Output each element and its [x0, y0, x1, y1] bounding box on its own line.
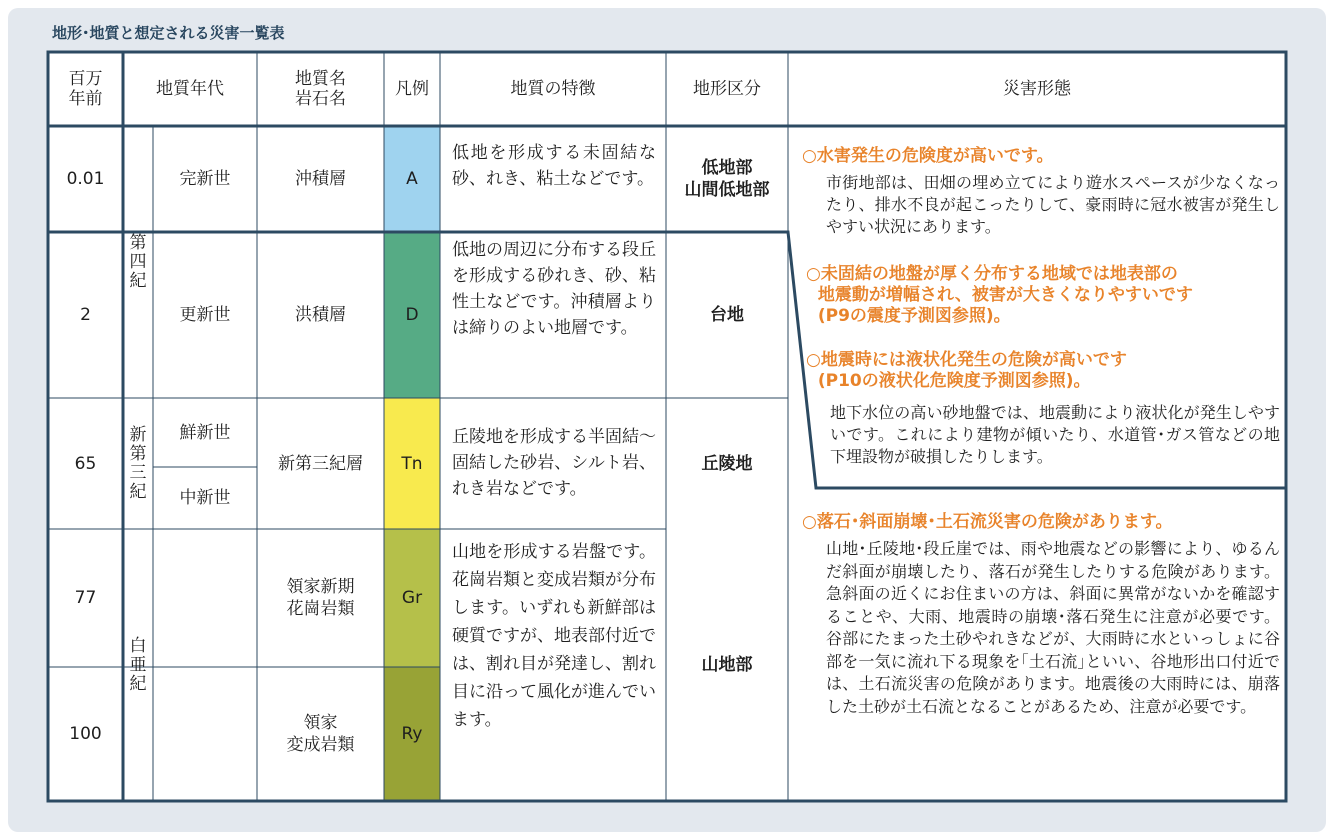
- header-landform: 地形区分: [693, 79, 761, 99]
- landform: 丘陵地: [701, 453, 753, 474]
- ma-value: 65: [74, 453, 97, 474]
- period-label: 第 四 紀: [129, 232, 147, 291]
- epoch: 鮮新世: [179, 422, 231, 443]
- header-rock: 地質名 岩石名: [295, 69, 346, 109]
- header-era: 地質年代: [156, 79, 224, 99]
- legend-code: D: [405, 305, 419, 325]
- disaster-body: 市街地部は、田畑の埋め立てにより遊水スペースが少なくなったり、排水不良が起こったりして、豪雨時に冠水被害が発生しやすい状況にあります。: [826, 173, 1280, 236]
- disaster-body: 地下水位の高い砂地盤では、地震動により液状化が発生しやすいです。これにより建物が傾いたり、水道管･ガス管などの地下埋設物が破損したりします。: [830, 403, 1280, 466]
- rock-name: 洪積層: [295, 305, 346, 325]
- legend-code: Tn: [401, 453, 423, 474]
- period-quaternary: [123, 126, 153, 398]
- disaster-heading: ○水害発生の危険度が高いです。: [802, 146, 1054, 166]
- landform: 台地: [710, 305, 744, 325]
- rock-name: 沖積層: [295, 169, 346, 189]
- legend-code: Ry: [401, 724, 423, 744]
- header-ma: 百万 年前: [68, 69, 103, 109]
- rock-name: 領家 変成岩類: [286, 713, 355, 755]
- header-features: 地質の特徴: [510, 79, 596, 99]
- feature-text: 丘陵地を形成する半固結～固結した砂岩、シルト岩、れき岩などです。: [452, 427, 656, 499]
- feature-text: 低地を形成する未固結な砂、れき、粘土などです。: [452, 143, 656, 189]
- page-title: 地形･地質と想定される災害一覧表: [52, 24, 285, 42]
- period-label: 新 第 三 紀: [129, 424, 147, 502]
- header-disaster: 災害形態: [1003, 79, 1071, 99]
- rock-name: 新第三紀層: [278, 453, 363, 474]
- rock-name: 領家新期 花崗岩類: [286, 577, 355, 619]
- period-neogene: [123, 398, 153, 529]
- ma-value: 2: [80, 305, 91, 325]
- feature-text: 低地の周辺に分布する段丘を形成する砂れき、砂、粘性土などです。沖積層よりは締りのよい地層です。: [452, 240, 656, 338]
- ma-value: 100: [69, 724, 102, 744]
- disaster-heading: ○落石･斜面崩壊･土石流災害の危険があります。: [802, 512, 1173, 532]
- disaster-heading: ○未固結の地盤が厚く分布する地域では地表部の 地震動が増幅され、被害が大きくなりやすいです (P9の震度予測図参照)。: [806, 264, 1193, 326]
- ma-value: 77: [74, 588, 97, 608]
- disaster-heading: ○地震時には液状化発生の危険が高いです (P10の液状化危険度予測図参照)。: [806, 350, 1127, 391]
- period-label: 白 亜 紀: [129, 635, 147, 694]
- ma-value: 0.01: [66, 169, 105, 189]
- legend-code: Gr: [401, 588, 423, 608]
- epoch: 中新世: [179, 488, 231, 508]
- disaster-body: 山地･丘陵地･段丘崖では、雨や地震などの影響により、ゆるんだ斜面が崩壊したり、落石が発生したりする危険があります。急斜面の近くにお住まいの方は、斜面に異常がないかを確認することや、大雨、地震時の崩壊･落石発生に注意が必要です。谷部にたまった土砂やれきなどが、大雨時に水といっしょに谷部を一気に流れ下る現象を｢土石流｣といい、谷地形出口付近では、土石流災害の危険があります。地震後の大雨時には、崩落した土砂が土石流となることがあるため、注意が必要です。: [826, 539, 1280, 716]
- epoch: 更新世: [179, 305, 231, 325]
- landform: 山地部: [701, 655, 753, 675]
- header-legend: 凡例: [395, 79, 429, 99]
- epoch: 完新世: [179, 169, 231, 189]
- legend-code: A: [406, 169, 418, 189]
- feature-text: 山地を形成する岩盤です。花崗岩類と変成岩類が分布します。いずれも新鮮部は硬質ですが、地表部付近では、割れ目が発達し、割れ目に沿って風化が進んでいます。: [452, 542, 656, 730]
- period-cretaceous: [123, 529, 153, 801]
- landform: 低地部 山間低地部: [684, 158, 770, 200]
